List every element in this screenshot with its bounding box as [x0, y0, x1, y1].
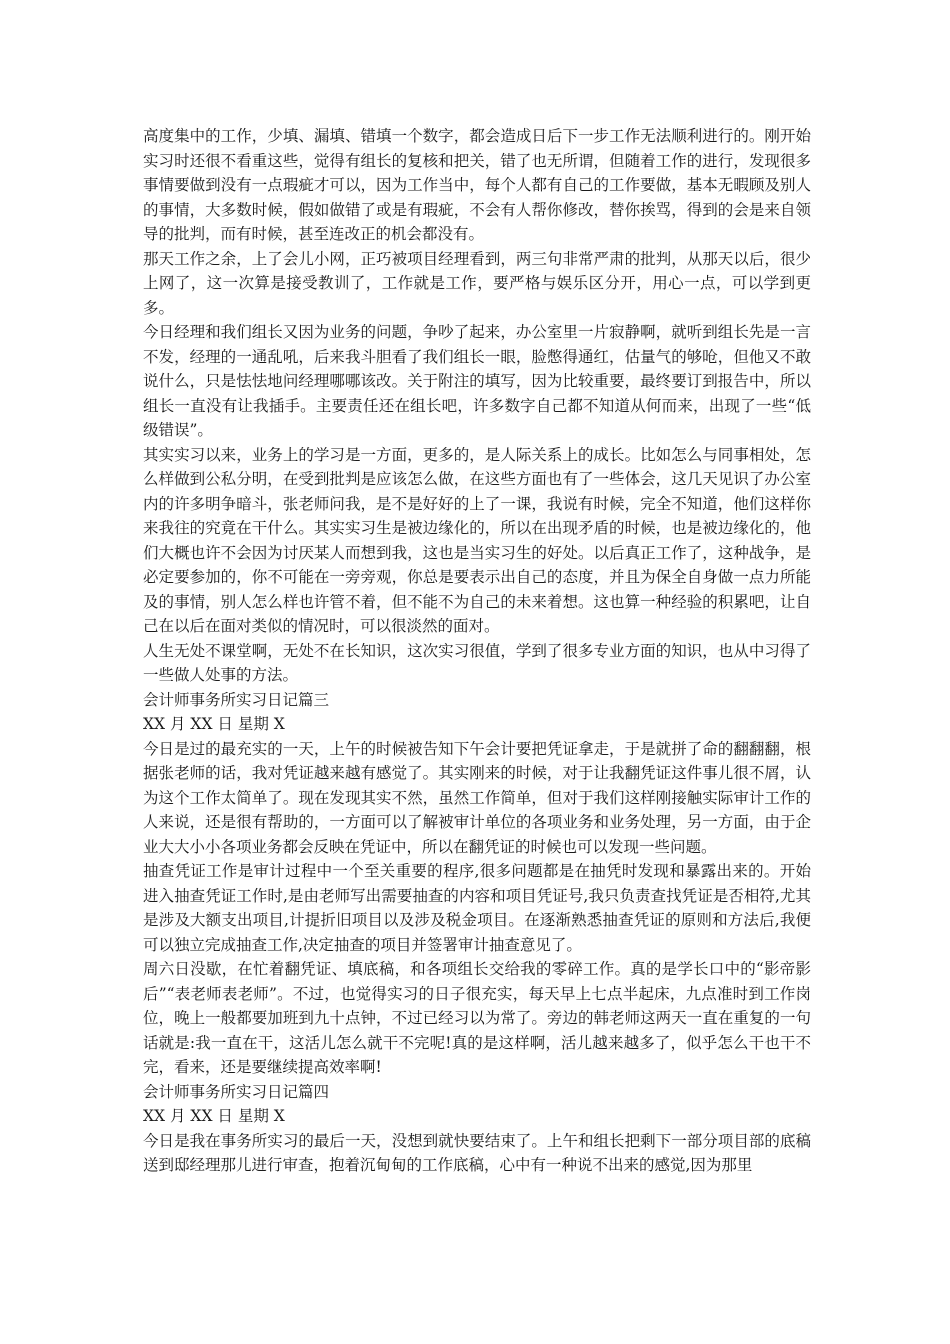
paragraph: 人生无处不课堂啊，无处不在长知识，这次实习很值，学到了很多专业方面的知识，也从中习得了一些做人处事的方法。 [143, 641, 811, 684]
paragraph: 周六日没歇，在忙着翻凭证、填底稿，和各项组长交给我的零碎工作。真的是学长口中的“影帝影后”“表老师表老师”。不过，也觉得实习的日子很充实，每天早上七点半起床，九点准时到工作岗位，晚上一般都要加班到九十点钟，不过已经习以为常了。旁边的韩老师这两天一直在重复的一句话就是:我一直在干，这活儿怎么就干不完呢!真的是这样啊，活儿越来越多了，似乎怎么干也干不完，看来，还是要继续提高效率啊! [143, 960, 811, 1076]
paragraph: 那天工作之余，上了会儿小网，正巧被项目经理看到，两三句非常严肃的批判，从那天以后，很少上网了，这一次算是接受教训了，工作就是工作，要严格与娱乐区分开，用心一点，可以学到更多。 [143, 249, 811, 317]
diary-date: XX 月 XX 日 星期 X [143, 715, 285, 733]
document-page [143, 124, 811, 1178]
paragraph: 抽查凭证工作是审计过程中一个至关重要的程序,很多问题都是在抽凭时发现和暴露出来的。开始进入抽查凭证工作时,是由老师写出需要抽查的内容和项目凭证号,我只负责查找凭证是否相符,尤其是涉及大额支出项目,计提折旧项目以及涉及税金项目。在逐渐熟悉抽查凭证的原则和方法后,我便可以独立完成抽查工作,决定抽查的项目并签署审计抽查意见了。 [143, 862, 811, 954]
paragraph: 今日是我在事务所实习的最后一天，没想到就快要结束了。上午和组长把剩下一部分项目部的底稿送到邸经理那儿进行审查，抱着沉甸甸的工作底稿，心中有一种说不出来的感觉,因为那里 [143, 1131, 811, 1174]
paragraph: 其实实习以来，业务上的学习是一方面，更多的，是人际关系上的成长。比如怎么与同事相处，怎么样做到公私分明，在受到批判是应该怎么做，在这些方面也有了一些体会，这几天见识了办公室内的许多明争暗斗，张老师问我，是不是好好的上了一课，我说有时候，完全不知道，他们这样你来我往的究竟在干什么。其实实习生是被边缘化的，所以在出现矛盾的时候，也是被边缘化的，他们大概也许不会因为讨厌某人而想到我，这也是当实习生的好处。以后真正工作了，这种战争，是必定要参加的，你不可能在一旁旁观，你总是要表示出自己的态度，并且为保全自身做一点力所能及的事情，别人怎么样也许管不着，但不能不为自己的未来着想。这也算一种经验的积累吧，让自己在以后在面对类似的情况时，可以很淡然的面对。 [143, 445, 811, 635]
diary-date: XX 月 XX 日 星期 X [143, 1107, 285, 1125]
paragraph: 高度集中的工作，少填、漏填、错填一个数字，都会造成日后下一步工作无法顺利进行的。刚开始实习时还很不看重这些，觉得有组长的复核和把关，错了也无所谓，但随着工作的进行，发现很多事情要做到没有一点瑕疵才可以，因为工作当中，每个人都有自己的工作要做，基本无暇顾及别人的事情，大多数时候，假如做错了或是有瑕疵，不会有人帮你修改，替你挨骂，得到的会是来自领导的批判，而有时候，甚至连改正的机会都没有。 [143, 127, 811, 243]
paragraph: 今日经理和我们组长又因为业务的问题，争吵了起来，办公室里一片寂静啊，就听到组长先是一言不发，经理的一通乱吼，后来我斗胆看了我们组长一眼，脸憋得通红，估量气的够呛，但他又不敢说什么，只是怯怯地问经理哪哪该改。关于附注的填写，因为比较重要，最终要订到报告中，所以组长一直没有让我插手。主要责任还在组长吧，许多数字自己都不知道从何而来，出现了一些“低级错误”。 [143, 323, 811, 439]
section-title: 会计师事务所实习日记篇三 [143, 690, 330, 709]
paragraph: 今日是过的最充实的一天，上午的时候被告知下午会计要把凭证拿走，于是就拼了命的翻翻翻，根据张老师的话，我对凭证越来越有感觉了。其实刚来的时候，对于让我翻凭证这件事儿很不屑，认为这个工作太简单了。现在发现其实不然，虽然工作简单，但对于我们这样刚接触实际审计工作的人来说，还是很有帮助的，一方面可以了解被审计单位的各项业务和业务处理，另一方面，由于企业大大小小各项业务都会反映在凭证中，所以在翻凭证的时候也可以发现一些问题。 [143, 739, 811, 856]
section-title: 会计师事务所实习日记篇四 [143, 1082, 330, 1101]
